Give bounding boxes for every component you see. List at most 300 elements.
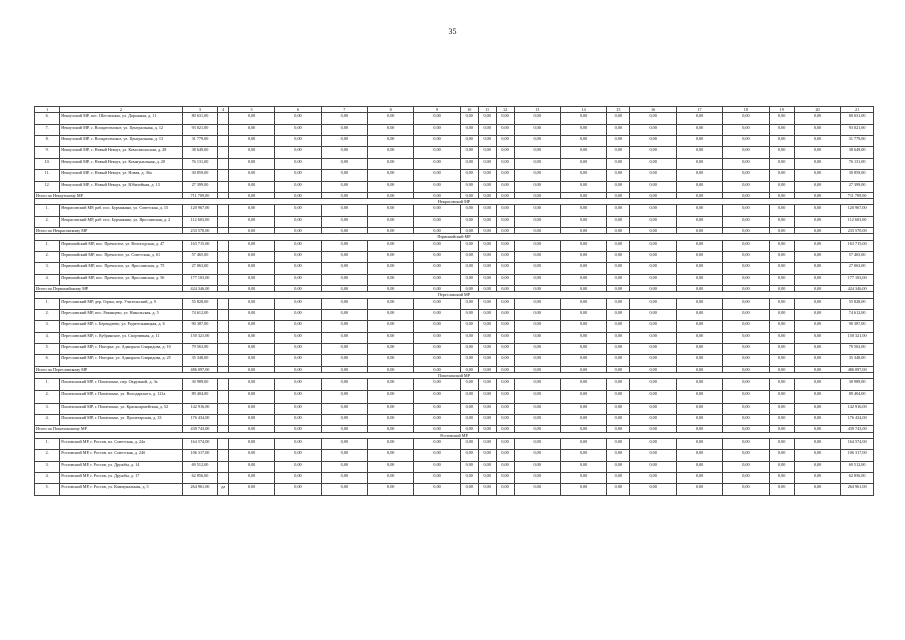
- address-cell: Пошехонский МР, г. Пошехонье, ул. Володарского, д. 121а: [60, 390, 182, 403]
- section-title: Некрасовский МР: [35, 199, 874, 205]
- table-cell: 0,00: [368, 113, 414, 124]
- table-cell: 0,00: [794, 205, 840, 216]
- table-cell: 0,00: [723, 240, 769, 251]
- table-cell: 0,00: [676, 366, 722, 372]
- table-cell: [218, 390, 229, 403]
- table-cell: 0,00: [478, 192, 496, 198]
- table-cell: [218, 124, 229, 135]
- table-cell: 0,00: [560, 205, 606, 216]
- table-cell: [218, 170, 229, 181]
- table-cell: 0,00: [560, 426, 606, 432]
- table-cell: 0,00: [275, 135, 321, 146]
- table-cell: [218, 135, 229, 146]
- table-cell: 164 574,00: [841, 438, 874, 449]
- table-cell: 0,00: [769, 355, 794, 366]
- table-cell: 0,00: [514, 473, 560, 484]
- table-cell: 0,00: [514, 135, 560, 146]
- table-cell: 0,00: [723, 379, 769, 390]
- table-cell: 0,00: [769, 216, 794, 227]
- table-header-cell: 12: [496, 107, 514, 113]
- table-cell: 0,00: [794, 473, 840, 484]
- section-title: Ростовский МР: [35, 432, 874, 438]
- table-row: [35, 321, 874, 332]
- table-cell: 0,00: [514, 332, 560, 343]
- table-cell: 0,00: [460, 461, 478, 472]
- table-cell: 0,00: [321, 473, 367, 484]
- table-cell: 0,00: [228, 379, 274, 390]
- table-cell: 0,00: [321, 309, 367, 320]
- table-cell: 0,00: [794, 124, 840, 135]
- table-cell: 0,00: [478, 309, 496, 320]
- table-cell: 0,00: [676, 484, 722, 495]
- row-number: 7.: [35, 124, 60, 135]
- table-cell: 0,00: [794, 240, 840, 251]
- table-row: [35, 205, 874, 216]
- section-title: Переславский МР: [35, 292, 874, 298]
- table-cell: 0,00: [676, 135, 722, 146]
- table-cell: 0,00: [460, 274, 478, 285]
- table-cell: 0,00: [514, 403, 560, 414]
- table-cell: 0,00: [676, 192, 722, 198]
- table-cell: 0,00: [321, 403, 367, 414]
- row-number: 12.: [35, 181, 60, 192]
- table-cell: 0,00: [607, 344, 630, 355]
- table-cell: 0,00: [794, 450, 840, 461]
- table-cell: 0,00: [275, 298, 321, 309]
- table-cell: 30 859,00: [182, 170, 218, 181]
- table-cell: 0,00: [769, 113, 794, 124]
- table-cell: 0,00: [769, 228, 794, 234]
- table-cell: 142 916,00: [841, 403, 874, 414]
- table-row: [35, 274, 874, 285]
- table-cell: 57 465,00: [841, 251, 874, 262]
- table-cell: 0,00: [676, 181, 722, 192]
- table-cell: 0,00: [496, 240, 514, 251]
- table-cell: [218, 321, 229, 332]
- table-cell: 0,00: [275, 390, 321, 403]
- table-cell: 0,00: [368, 484, 414, 495]
- table-cell: 0,00: [514, 181, 560, 192]
- table-cell: 0,00: [560, 240, 606, 251]
- data-table-container: [34, 106, 874, 496]
- table-cell: 0,00: [228, 355, 274, 366]
- address-cell: Переславский МР, с. Нагорье, ул. Адмирала Спиридова, д. 10: [60, 344, 182, 355]
- table-cell: 0,00: [794, 321, 840, 332]
- table-cell: 0,00: [228, 158, 274, 169]
- table-cell: 0,00: [275, 251, 321, 262]
- table-cell: 0,00: [321, 321, 367, 332]
- table-cell: 30 989,00: [182, 379, 218, 390]
- table-row: [35, 124, 874, 135]
- table-cell: 0,00: [676, 286, 722, 292]
- table-cell: 0,00: [723, 390, 769, 403]
- table-cell: 57 465,00: [182, 251, 218, 262]
- table-cell: 0,00: [769, 403, 794, 414]
- table-cell: 0,00: [607, 473, 630, 484]
- table-header-cell: 6: [275, 107, 321, 113]
- table-header-cell: 19: [769, 107, 794, 113]
- table-cell: 0,00: [414, 216, 460, 227]
- table-cell: 0,00: [414, 415, 460, 426]
- table-cell: 0,00: [368, 274, 414, 285]
- table-cell: 0,00: [514, 286, 560, 292]
- table-header-cell: 11: [478, 107, 496, 113]
- table-cell: 0,00: [478, 124, 496, 135]
- table-cell: 0,00: [769, 461, 794, 472]
- table-cell: 0,00: [321, 390, 367, 403]
- table-cell: 0,00: [676, 228, 722, 234]
- table-cell: 0,00: [560, 192, 606, 198]
- address-cell: Некрасовский МР, раб. пос. Бурмакино, ул. Советская, д. 15: [60, 205, 182, 216]
- table-cell: 0,00: [723, 158, 769, 169]
- table-cell: 0,00: [560, 332, 606, 343]
- table-cell: 0,00: [723, 298, 769, 309]
- table-cell: 0,00: [676, 263, 722, 274]
- table-cell: 0,00: [560, 390, 606, 403]
- table-row: [35, 415, 874, 426]
- table-cell: 0,00: [228, 263, 274, 274]
- table-cell: 0,00: [460, 438, 478, 449]
- table-cell: 0,00: [607, 286, 630, 292]
- table-cell: 0,00: [228, 192, 274, 198]
- data-table: [34, 106, 874, 496]
- table-body: [35, 107, 874, 496]
- table-cell: 0,00: [478, 366, 496, 372]
- table-cell: 176 434,00: [841, 415, 874, 426]
- table-header-cell: 18: [723, 107, 769, 113]
- table-cell: 0,00: [607, 415, 630, 426]
- table-cell: 0,00: [228, 403, 274, 414]
- table-cell: 0,00: [460, 473, 478, 484]
- address-cell: Ростовский МР, г. Ростов, пл. Советская, д. 24а: [60, 438, 182, 449]
- table-cell: 0,00: [514, 344, 560, 355]
- table-cell: 0,00: [607, 135, 630, 146]
- table-cell: 0,00: [414, 344, 460, 355]
- table-cell: 0,00: [630, 321, 676, 332]
- table-cell: 0,00: [368, 450, 414, 461]
- table-row: [35, 473, 874, 484]
- table-cell: 0,00: [321, 170, 367, 181]
- table-cell: 0,00: [460, 355, 478, 366]
- table-cell: 0,00: [414, 251, 460, 262]
- table-cell: 0,00: [794, 216, 840, 227]
- table-cell: 424 346,00: [841, 286, 874, 292]
- table-cell: 0,00: [769, 124, 794, 135]
- table-cell: 0,00: [496, 426, 514, 432]
- table-cell: 0,00: [228, 251, 274, 262]
- table-cell: 38 649,00: [841, 147, 874, 158]
- table-cell: 0,00: [368, 298, 414, 309]
- table-row: [35, 216, 874, 227]
- table-cell: 0,00: [769, 240, 794, 251]
- table-cell: 30 859,00: [841, 170, 874, 181]
- table-cell: 439 743,00: [182, 426, 218, 432]
- table-cell: 69 512,00: [841, 461, 874, 472]
- address-cell: Некоузский МР, с. Новый Некоуз, ул. Коммунальная, д. 20: [60, 158, 182, 169]
- table-cell: 0,00: [228, 461, 274, 472]
- table-cell: [218, 332, 229, 343]
- table-cell: 0,00: [514, 415, 560, 426]
- table-row: [35, 170, 874, 181]
- table-cell: 0,00: [321, 298, 367, 309]
- table-cell: 711 709,00: [182, 192, 218, 198]
- table-cell: 0,00: [794, 344, 840, 355]
- table-cell: 0,00: [368, 309, 414, 320]
- table-cell: 0,00: [514, 263, 560, 274]
- table-cell: 0,00: [321, 216, 367, 227]
- table-cell: 150 321,00: [841, 332, 874, 343]
- row-number: 5.: [35, 484, 60, 495]
- table-cell: 0,00: [414, 321, 460, 332]
- table-cell: 0,00: [630, 298, 676, 309]
- table-cell: 0,00: [275, 124, 321, 135]
- table-cell: 0,00: [414, 274, 460, 285]
- table-cell: 0,00: [560, 298, 606, 309]
- table-cell: 0,00: [723, 461, 769, 472]
- table-cell: 0,00: [275, 286, 321, 292]
- table-cell: 0,00: [794, 390, 840, 403]
- table-cell: [218, 415, 229, 426]
- table-cell: 35 348,00: [182, 355, 218, 366]
- table-cell: 233 570,00: [841, 228, 874, 234]
- table-cell: 0,00: [414, 426, 460, 432]
- table-header-cell: 15: [607, 107, 630, 113]
- table-cell: 0,00: [769, 263, 794, 274]
- table-cell: 0,00: [460, 113, 478, 124]
- total-label: Итого по Переславскому МР: [35, 366, 183, 372]
- table-cell: 0,00: [228, 473, 274, 484]
- table-cell: 0,00: [769, 426, 794, 432]
- table-cell: 0,00: [460, 147, 478, 158]
- table-cell: 0,00: [769, 192, 794, 198]
- table-cell: 0,00: [560, 124, 606, 135]
- table-cell: 0,00: [414, 450, 460, 461]
- table-cell: 0,00: [723, 403, 769, 414]
- table-cell: 0,00: [723, 484, 769, 495]
- table-cell: 0,00: [514, 450, 560, 461]
- row-number: 2.: [35, 216, 60, 227]
- table-cell: 0,00: [321, 251, 367, 262]
- table-cell: 0,00: [607, 240, 630, 251]
- table-cell: 0,00: [368, 415, 414, 426]
- table-cell: 0,00: [478, 274, 496, 285]
- table-cell: 0,00: [676, 321, 722, 332]
- table-cell: 0,00: [794, 366, 840, 372]
- table-cell: 0,00: [514, 124, 560, 135]
- table-cell: 0,00: [769, 390, 794, 403]
- table-cell: 0,00: [607, 124, 630, 135]
- table-cell: 0,00: [460, 124, 478, 135]
- table-cell: 0,00: [478, 426, 496, 432]
- table-cell: 0,00: [275, 484, 321, 495]
- table-cell: 0,00: [414, 192, 460, 198]
- table-cell: 264 961,00: [841, 484, 874, 495]
- table-cell: 0,00: [794, 170, 840, 181]
- table-cell: 0,00: [460, 181, 478, 192]
- table-cell: 0,00: [368, 473, 414, 484]
- table-cell: 0,00: [769, 181, 794, 192]
- table-cell: 0,00: [560, 403, 606, 414]
- table-cell: 0,00: [676, 450, 722, 461]
- row-number: 10.: [35, 158, 60, 169]
- table-cell: 0,00: [676, 298, 722, 309]
- table-cell: 0,00: [769, 332, 794, 343]
- table-cell: 0,00: [321, 450, 367, 461]
- address-cell: Переславский МР, пос. Рязанцево, ул. Никольская, д. 5: [60, 309, 182, 320]
- total-label: Итого по Некоузскому МР: [35, 192, 183, 198]
- table-cell: 0,00: [321, 192, 367, 198]
- table-cell: 0,00: [607, 426, 630, 432]
- table-cell: 0,00: [496, 366, 514, 372]
- row-number: 6.: [35, 113, 60, 124]
- table-cell: 0,00: [607, 438, 630, 449]
- table-cell: 80 631,00: [182, 113, 218, 124]
- table-cell: 0,00: [478, 158, 496, 169]
- table-cell: 0,00: [769, 344, 794, 355]
- table-cell: 0,00: [514, 251, 560, 262]
- table-cell: 0,00: [496, 124, 514, 135]
- table-cell: 0,00: [228, 181, 274, 192]
- table-row: [35, 355, 874, 366]
- table-cell: 0,00: [368, 158, 414, 169]
- section-title: Первомайский МР: [35, 234, 874, 240]
- table-cell: 0,00: [676, 461, 722, 472]
- table-cell: 0,00: [676, 355, 722, 366]
- table-cell: 0,00: [368, 170, 414, 181]
- table-cell: 0,00: [794, 379, 840, 390]
- table-cell: 0,00: [496, 158, 514, 169]
- table-cell: 106 317,00: [841, 450, 874, 461]
- table-cell: 0,00: [630, 181, 676, 192]
- table-cell: 0,00: [723, 344, 769, 355]
- row-number: 1.: [35, 379, 60, 390]
- table-cell: 0,00: [769, 438, 794, 449]
- table-cell: 264 961,00: [182, 484, 218, 495]
- table-cell: 31 779,00: [841, 135, 874, 146]
- table-cell: 93 021,00: [182, 124, 218, 135]
- table-cell: 0,00: [414, 298, 460, 309]
- table-cell: 0,00: [478, 321, 496, 332]
- address-cell: Переславский МР, дер. Горки, пер. Учительский, д. 9: [60, 298, 182, 309]
- table-cell: 0,00: [607, 181, 630, 192]
- table-cell: 0,00: [496, 135, 514, 146]
- address-cell: Первомайский МР, пос. Пречистое, ул. Вологодская, д. 47: [60, 240, 182, 251]
- address-cell: Ростовский МР, г. Ростов, пл. Советская, д. 24б: [60, 450, 182, 461]
- row-number: 9.: [35, 147, 60, 158]
- table-cell: 0,00: [560, 147, 606, 158]
- table-cell: 0,00: [723, 355, 769, 366]
- table-cell: 486 097,00: [841, 366, 874, 372]
- table-cell: 0,00: [794, 251, 840, 262]
- table-cell: 0,00: [496, 170, 514, 181]
- table-cell: 0,00: [514, 309, 560, 320]
- table-cell: 0,00: [676, 415, 722, 426]
- table-cell: 27 399,00: [841, 181, 874, 192]
- table-cell: 0,00: [794, 286, 840, 292]
- table-cell: 76 131,00: [182, 158, 218, 169]
- table-row: [35, 344, 874, 355]
- table-cell: 90 387,00: [182, 321, 218, 332]
- table-cell: 0,00: [496, 473, 514, 484]
- table-cell: 0,00: [560, 135, 606, 146]
- table-cell: 0,00: [676, 390, 722, 403]
- table-header-cell: 13: [514, 107, 560, 113]
- table-cell: 0,00: [496, 274, 514, 285]
- table-cell: 0,00: [769, 170, 794, 181]
- table-cell: 0,00: [769, 450, 794, 461]
- table-cell: 0,00: [723, 426, 769, 432]
- table-header-cell: 9: [414, 107, 460, 113]
- row-number: 6.: [35, 355, 60, 366]
- address-cell: Переславский МР, с. Нагорье, ул. Адмирала Спиридова, д. 25: [60, 355, 182, 366]
- table-cell: 486 097,00: [182, 366, 218, 372]
- table-cell: 0,00: [496, 332, 514, 343]
- table-cell: 0,00: [228, 240, 274, 251]
- table-cell: 0,00: [607, 192, 630, 198]
- table-cell: 0,00: [414, 309, 460, 320]
- table-cell: 0,00: [368, 461, 414, 472]
- table-cell: 0,00: [794, 135, 840, 146]
- table-cell: 0,00: [368, 240, 414, 251]
- table-cell: 0,00: [676, 344, 722, 355]
- table-cell: 0,00: [478, 251, 496, 262]
- section-title: Пошехонский МР: [35, 373, 874, 379]
- table-cell: 0,00: [607, 379, 630, 390]
- table-cell: 439 743,00: [841, 426, 874, 432]
- table-cell: 0,00: [630, 216, 676, 227]
- table-cell: 0,00: [723, 170, 769, 181]
- table-header-cell: 5: [228, 107, 274, 113]
- table-cell: 0,00: [414, 147, 460, 158]
- row-number: 1.: [35, 438, 60, 449]
- table-cell: 0,00: [275, 181, 321, 192]
- table-cell: [218, 113, 229, 124]
- table-cell: 0,00: [321, 240, 367, 251]
- table-cell: 0,00: [560, 251, 606, 262]
- table-cell: 0,00: [769, 274, 794, 285]
- table-cell: 0,00: [496, 205, 514, 216]
- table-cell: 0,00: [630, 484, 676, 495]
- table-cell: 0,00: [496, 450, 514, 461]
- table-cell: 0,00: [514, 274, 560, 285]
- table-cell: 0,00: [228, 135, 274, 146]
- table-row: [35, 240, 874, 251]
- table-cell: 0,00: [676, 438, 722, 449]
- table-cell: 0,00: [368, 216, 414, 227]
- table-cell: 0,00: [414, 170, 460, 181]
- table-cell: 0,00: [460, 263, 478, 274]
- table-cell: 0,00: [478, 332, 496, 343]
- table-cell: [218, 205, 229, 216]
- table-cell: 0,00: [560, 286, 606, 292]
- table-cell: 0,00: [228, 216, 274, 227]
- table-row: [35, 484, 874, 495]
- row-number: 4.: [35, 332, 60, 343]
- table-cell: 0,00: [496, 403, 514, 414]
- table-cell: 0,00: [769, 379, 794, 390]
- row-number: 2.: [35, 309, 60, 320]
- table-cell: 0,00: [228, 332, 274, 343]
- table-cell: 0,00: [630, 355, 676, 366]
- table-cell: 0,00: [514, 147, 560, 158]
- table-cell: 0,00: [414, 379, 460, 390]
- table-cell: 79 563,00: [841, 344, 874, 355]
- table-cell: 27 399,00: [182, 181, 218, 192]
- table-cell: [218, 309, 229, 320]
- table-cell: 0,00: [460, 286, 478, 292]
- table-cell: 55 828,00: [182, 298, 218, 309]
- table-cell: 150 321,00: [182, 332, 218, 343]
